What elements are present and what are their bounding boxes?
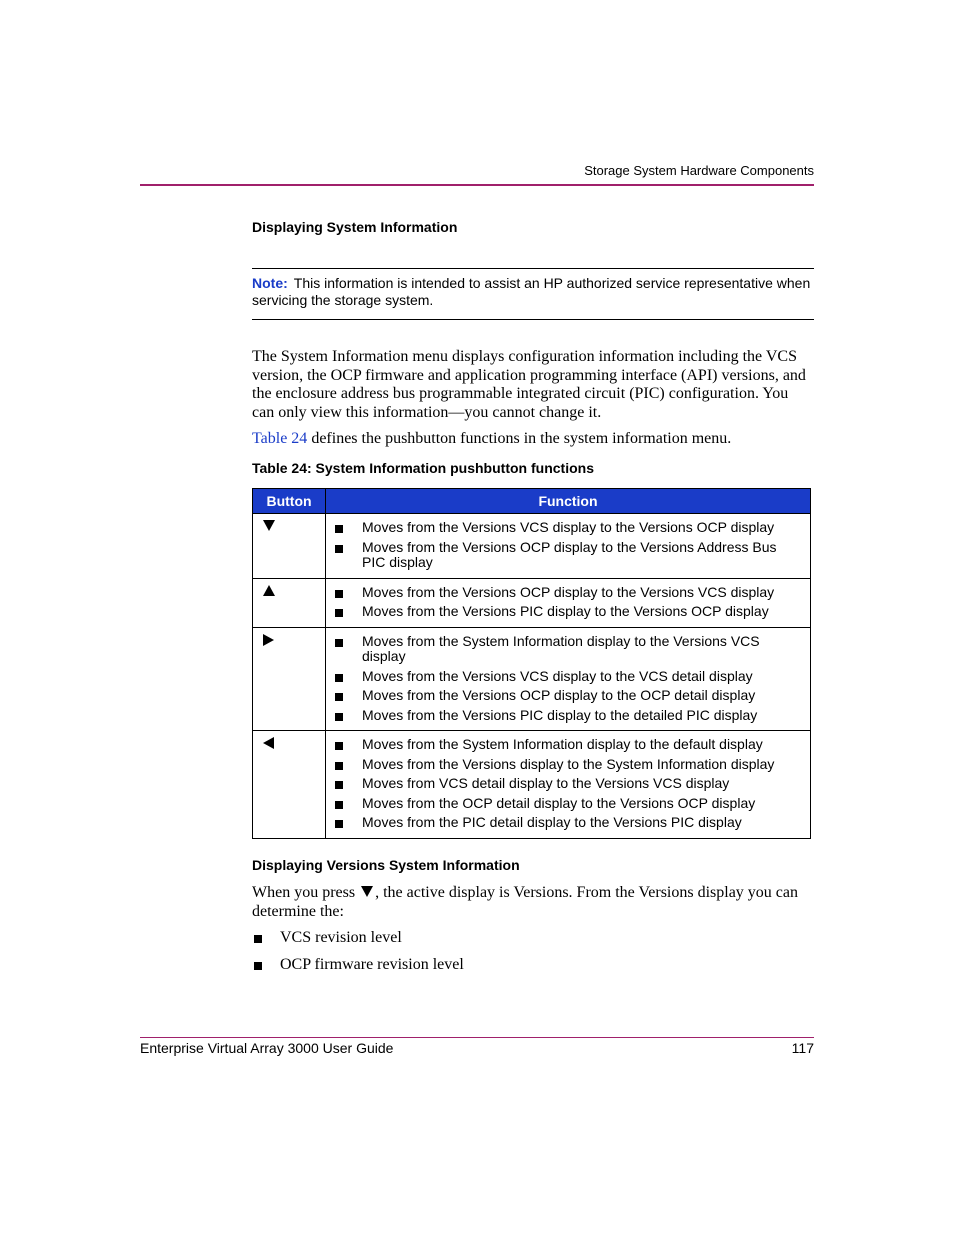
table-row [253,514,811,579]
subsection-heading: Displaying Versions System Information [252,857,520,873]
function-cell [326,731,811,839]
page-number: 117 [791,1040,814,1056]
footer-title: Enterprise Virtual Array 3000 User Guide [140,1040,394,1056]
revision-list [252,929,812,983]
function-item: Moves from the System Information display to the Versions VCS display [326,634,810,665]
list-item: OCP firmware revision level [252,956,812,974]
versions-paragraph-start: When you press [252,884,360,901]
function-item: Moves from the Versions OCP display to the Versions VCS display [326,585,810,601]
function-item: Moves from the Versions OCP display to the OCP detail display [326,688,810,704]
function-item: Moves from the Versions VCS display to the VCS detail display [326,669,810,685]
column-header-button: Button [253,489,326,514]
table-reference-text: defines the pushbutton functions in the system information menu. [307,430,732,447]
right-arrow-icon [263,634,274,646]
intro-paragraph: The System Information menu displays configuration information including the VCS version, the OCP firmware and application programming interface (API) versions, and the enclosure address bus programmable integrated circuit (PIC) configuration. You can only view this information—you cannot change it. [252,348,806,421]
header-rule [140,184,814,186]
function-cell [326,514,811,579]
button-cell [253,731,326,839]
versions-paragraph-end: , the active display is Versions. From the Versions display you can determine the: [252,884,799,920]
down-arrow-icon [263,520,275,531]
table-row [253,731,811,839]
function-item: Moves from the Versions display to the System Information display [326,757,810,773]
table-row [253,578,811,627]
note-body: This information is intended to assist an HP authorized service representative when servicing the storage system. [252,275,811,308]
note-box [252,268,814,320]
running-header: Storage System Hardware Components [584,163,814,178]
function-item: Moves from the System Information display to the default display [326,737,810,753]
table-row [253,627,811,731]
up-arrow-icon [263,585,275,596]
button-cell [253,627,326,731]
function-item: Moves from the Versions VCS display to the Versions OCP display [326,520,810,536]
table-caption: Table 24: System Information pushbutton functions [252,460,594,476]
button-cell [253,578,326,627]
table-24-link[interactable]: Table 24 [252,430,308,447]
function-cell [326,627,811,731]
column-header-function: Function [326,489,811,514]
function-item: Moves from the Versions OCP display to the Versions Address Bus PIC display [326,540,810,571]
note-label: Note: [252,275,288,291]
down-arrow-icon [361,886,373,897]
footer-rule [140,1037,814,1038]
list-item: VCS revision level [252,929,812,947]
function-item: Moves from the OCP detail display to the Versions OCP display [326,796,810,812]
function-item: Moves from the Versions PIC display to the Versions OCP display [326,604,810,620]
function-cell [326,578,811,627]
function-item: Moves from the Versions PIC display to the detailed PIC display [326,708,810,724]
button-cell [253,514,326,579]
table-header-row [253,489,811,514]
function-item: Moves from the PIC detail display to the Versions PIC display [326,815,810,831]
left-arrow-icon [263,737,274,749]
pushbutton-functions-table [252,488,811,839]
table-reference-paragraph [252,430,812,449]
function-item: Moves from VCS detail display to the Versions VCS display [326,776,810,792]
note-text [252,275,812,309]
versions-paragraph [252,884,814,921]
section-heading: Displaying System Information [252,219,458,235]
